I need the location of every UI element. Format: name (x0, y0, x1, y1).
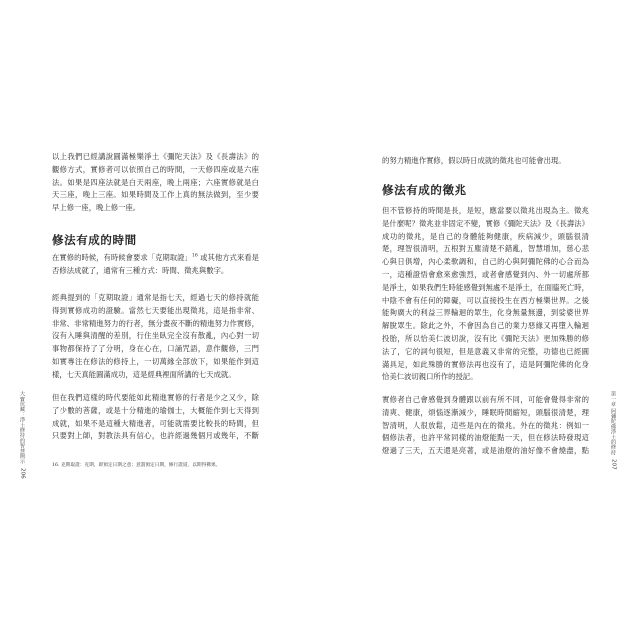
text-line: 但不管修持的時間是長，是短，應當要以徵兆出現為主。徵兆 (382, 206, 589, 215)
text-line: 的努力精進作實修，假以時日成就的徵兆也可能會出現。 (382, 156, 566, 165)
running-head: 大寶伏藏：淨土修持的智慧開示 (19, 391, 25, 464)
text-line: 法。如果是四座法就是白天兩座，晚上兩座；六座實修就是白 (52, 177, 259, 187)
text-line: 事物都保持了了分明，身在心在，口誦咒語，意作觀修，三門 (52, 344, 259, 354)
section-heading: 修法有成的時間 (52, 233, 137, 247)
paragraph (52, 392, 259, 443)
text-line: 早上修一座，晚上修一座。 (52, 203, 141, 213)
text-line: 實修者自己會感覺到身體跟以前有所不同，可能會覺得非常的 (382, 395, 589, 404)
footnote-marker: 16 (191, 253, 198, 259)
paragraph (52, 151, 259, 215)
section-heading: 修法有成的徵兆 (382, 183, 467, 197)
page-number: 207 (610, 459, 617, 470)
text-line: 樣，七天真能圓滿成功，這是經典裡面所講的七天成就。 (52, 369, 236, 379)
text-line: 天三座，晚上三座。如果時間及工作上真的無法做到，至少要 (52, 190, 259, 200)
text-line: 成功的徵兆，是自己的身體能夠健康，疾病減少，頭腦很清 (382, 231, 589, 241)
paragraph (52, 252, 259, 278)
page-number: 206 (19, 467, 26, 479)
text-line: 沒有入睡與清醒的差別，行住坐臥完全沒有散亂，內心對一切 (52, 331, 259, 341)
text-line: 心與日俱增，內心柔軟調和，自己的心與阿彌陀佛的心合而為 (382, 257, 589, 267)
text-line: 個修法者，也許平常同樣的油燈能點一天，但在修法時發現這 (382, 433, 589, 443)
text-line: 經典提到的「克期取證」通常是指七天，經過七天的修持就能 (52, 293, 259, 302)
text-line: 得到實修成功的證驗。當然七天要能出現徵兆，這是指非常、 (52, 305, 259, 315)
text-line: 滿具足，如此殊勝的實修法再也沒有了，這是阿彌陀佛的化身 (382, 359, 589, 369)
text-line: 觀修方式，實修者可以依照自己的時間，一天修四座或是六座 (52, 164, 259, 174)
text-line: 恰美仁波切親口所作的授記。 (382, 372, 478, 382)
right-margin (609, 391, 617, 470)
text-line: 中陰不會有任何的障礙，可以直接投生在西方極樂世界。之後 (382, 295, 589, 305)
paragraph (382, 155, 589, 168)
text-segment: 在實修的時候，有時候會要求「克期取證」 (52, 253, 192, 262)
text-line: 智清明，人很放鬆，這些是內在的徵兆。外在的徵兆：例如一 (382, 420, 589, 430)
text-line: 楚，理智很清明，五根對五塵清楚不錯亂，智慧增加，慈心悲 (382, 244, 589, 254)
footnote: 16. 克期取證：克期，即預定日期之意；意謂預定日期，修行證道，以期得佛果。 (52, 463, 221, 468)
text-line: 成就，如果不是這種大精進者，可能就需要比較長的時間，但 (52, 418, 259, 428)
text-line: 否修法成就了，通常有三種方式：時間、徵兆與數字。 (52, 265, 229, 275)
text-line: 投胎，所以恰美仁波切說，沒有比《彌陀天法》更加殊勝的修 (382, 333, 589, 343)
text-line: 非常、非常精進努力的行者，無分晝夜不斷的精進努力作實修， (52, 318, 259, 328)
text-line: 以上我們已經講說圓滿極樂淨土《彌陀天法》及《長壽法》的 (52, 152, 259, 161)
text-line: 法了，它的詞句很短，但是意義又非常的完整，功德也已經圓 (382, 346, 589, 356)
text-line (52, 252, 259, 265)
text-line: 解脫眾生。除此之外，不會因為自己的業力惡緣又再墮入輪迴 (382, 321, 589, 331)
text-line: 是什麼呢？徵兆並非固定不變，實修《彌陀天法》及《長壽法》 (382, 218, 589, 228)
text-segment: 或其他方式來看是 (197, 253, 259, 262)
text-line: 清爽、健康，煩惱逐漸減少，睡眠時間縮短，頭腦很清楚，理 (382, 407, 589, 417)
text-line: 了少數的菩薩，或是十分精進的瑜伽士，大概能作到七天得到 (52, 405, 259, 415)
text-line: 能夠廣大的利益三界輪迴的眾生，化身無量無邊，到娑婆世界 (382, 308, 589, 318)
paragraph (382, 394, 589, 458)
text-line: 但在我們這樣的時代要能如此精進實修的行者是少之又少，除 (52, 393, 259, 402)
text-line: 是淨土，如果我們生時能感覺到無處不是淨土，在面臨死亡時， (382, 282, 589, 292)
paragraph (382, 205, 589, 384)
text-line: 燈過了三天，五天還是亮著，或是油燈的油好像不會燒盡，點 (382, 446, 589, 456)
text-line: 只要對上師，對教法具有信心，也許經過幾個月或幾年，不斷 (52, 431, 259, 441)
left-margin (18, 391, 26, 479)
right-page (320, 0, 640, 640)
paragraph (52, 292, 259, 382)
running-head: 第一章 阿彌陀佛淨土的修持 (610, 391, 616, 456)
text-line: 一，這種證悟會愈來愈強烈，或者會感覺到內、外一切處所都 (382, 269, 589, 279)
text-line: 如實專注在修法的修持上，一切萬緣全部放下，如果能作到這 (52, 356, 259, 366)
